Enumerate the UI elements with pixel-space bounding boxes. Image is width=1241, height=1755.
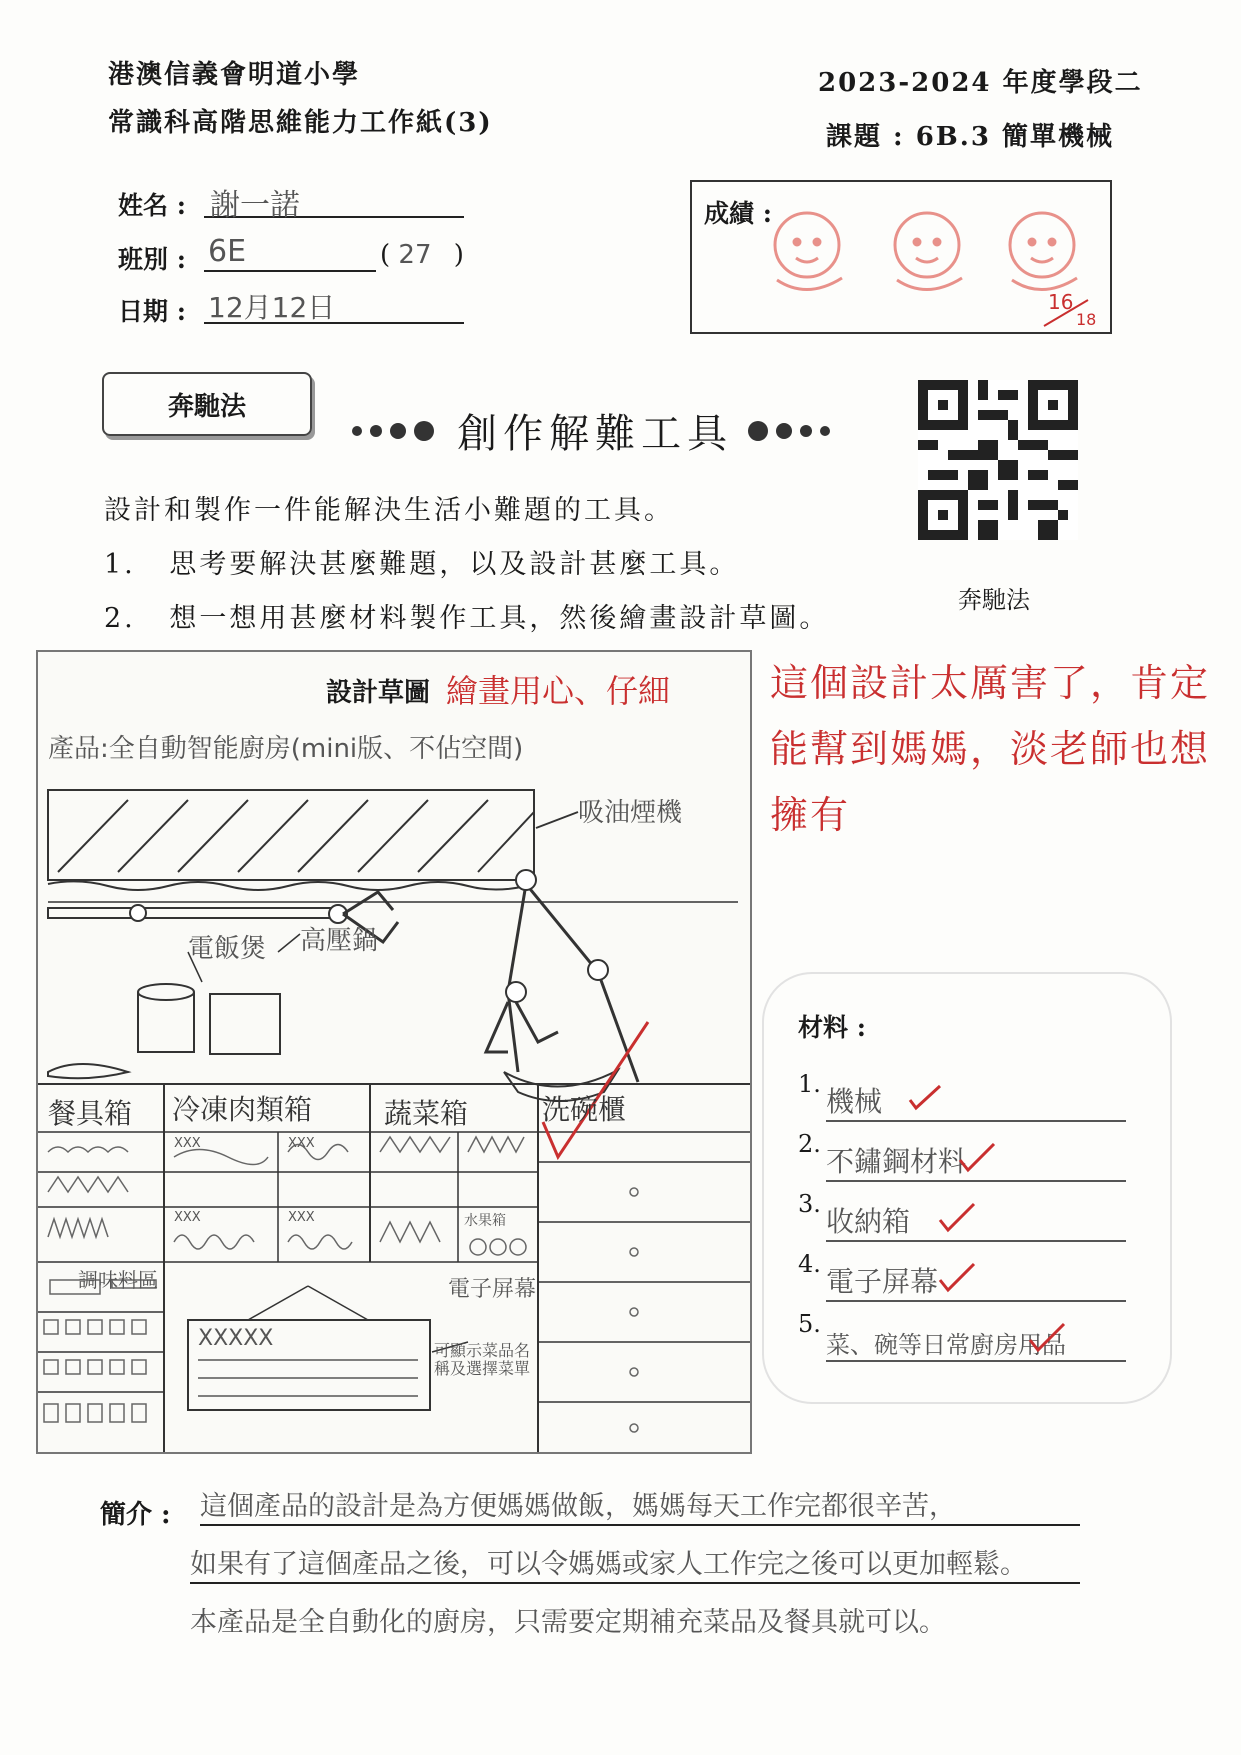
number-value: 27 [398, 240, 432, 270]
number-open: ( [380, 240, 391, 270]
rice-cooker-label: 電飯煲 [188, 934, 267, 964]
worksheet-title: 常識科高階思維能力工作紙(3) [108, 108, 493, 138]
instruction-item-2 [104, 596, 829, 635]
grade-box [690, 180, 1112, 334]
material-text: 菜、碗等日常廚房用品 [826, 1325, 1126, 1362]
name-field[interactable] [204, 180, 464, 223]
screen-note: 可顯示菜品名稱及選擇菜單 [434, 1341, 531, 1378]
intro-line-3: 本產品是全自動化的廚房，只需要定期補充菜品及餐具就可以。 [190, 1607, 946, 1638]
instruction-2-number: 2. [104, 603, 136, 634]
stamp-icon [1010, 213, 1077, 290]
instruction-intro: 設計和製作一件能解決生活小難題的工具。 [104, 495, 674, 526]
frozen-xxx-3: XXX [174, 1210, 201, 1225]
material-text: 收納箱 [826, 1200, 1126, 1242]
sketch-drawing [38, 652, 750, 1452]
number-close: ) [453, 240, 464, 270]
product-name: 產品:全自動智能廚房(mini版、不佔空間) [48, 734, 524, 764]
material-text: 不鏽鋼材料 [826, 1140, 1126, 1182]
materials-checks [764, 974, 1170, 1402]
intro-line-2: 如果有了這個產品之後，可以令媽媽或家人工作完之後可以更加輕鬆。 [190, 1542, 1080, 1584]
name-value: 謝一諾 [210, 188, 300, 223]
instruction-item-1 [104, 542, 739, 581]
intro-label: 簡介 : [100, 1500, 171, 1530]
seasoning-label: 調味料區 [78, 1268, 158, 1292]
section-title: 創作解難工具 [457, 411, 734, 457]
grade-score: 16 [1048, 290, 1074, 314]
topic: 課題 : 6B.3 簡單機械 [826, 122, 1114, 152]
fruit-box-label: 水果箱 [464, 1213, 506, 1229]
class-field[interactable] [204, 234, 376, 272]
design-sketch [36, 650, 752, 1454]
screen-text: XXXXX [198, 1326, 274, 1351]
material-text: 電子屏幕 [826, 1260, 1126, 1302]
grade-total: 18 [1076, 310, 1097, 329]
stamp-icon [775, 213, 842, 290]
frozen-xxx-4: XXX [288, 1210, 315, 1225]
material-number: 3. [798, 1190, 821, 1218]
method-tag-label: 奔馳法 [167, 392, 246, 422]
instruction-2-text: 想一想用甚麼材料製作工具，然後繪畫設計草圖。 [169, 603, 830, 634]
tableware-box-label: 餐具箱 [48, 1097, 133, 1130]
stamp-icon [895, 213, 962, 290]
frozen-box-label: 冷凍肉類箱 [172, 1093, 313, 1126]
frozen-xxx-2: XXX [288, 1136, 315, 1151]
class-label: 班別 : [118, 245, 186, 274]
term: 2023-2024 年度學段二 [818, 68, 1143, 98]
teacher-comment: 這個設計太厲害了，肯定能幫到媽媽，淡老師也想擁有 [770, 661, 1211, 837]
class-number [380, 240, 464, 270]
school-name: 港澳信義會明道小學 [108, 60, 361, 90]
instruction-1-number: 1. [104, 549, 136, 580]
material-number: 1. [798, 1070, 821, 1098]
material-text: 機械 [826, 1080, 1126, 1122]
pressure-cooker-label: 高壓鍋 [300, 926, 379, 956]
dish-cabinet-label: 洗碗櫃 [542, 1093, 627, 1126]
method-tag [102, 372, 312, 436]
date-field[interactable] [204, 286, 464, 324]
frozen-xxx-1: XXX [174, 1136, 201, 1151]
material-number: 2. [798, 1130, 821, 1158]
grade-label: 成績 : [704, 199, 772, 228]
name-label: 姓名 : [118, 191, 186, 220]
teacher-sketch-note: 繪畫用心、仔細 [446, 672, 671, 710]
qr-code-icon[interactable] [918, 380, 1078, 540]
screen-label: 電子屏幕 [448, 1277, 537, 1302]
qr-caption: 奔馳法 [958, 586, 1030, 614]
section-title-row [352, 402, 838, 459]
materials-title: 材料 : [798, 1013, 866, 1042]
veg-box-label: 蔬菜箱 [384, 1097, 469, 1130]
class-value: 6E [208, 234, 247, 269]
instruction-1-text: 思考要解決甚麼難題，以及設計甚麼工具。 [169, 549, 740, 580]
hood-label: 吸油煙機 [578, 798, 683, 828]
material-number: 5. [798, 1310, 821, 1338]
material-number: 4. [798, 1250, 821, 1278]
date-label: 日期 : [118, 297, 186, 326]
materials-box [762, 972, 1172, 1404]
date-value: 12月12日 [208, 291, 336, 324]
sketch-title: 設計草圖 [326, 678, 431, 708]
intro-line-1: 這個產品的設計是為方便媽媽做飯，媽媽每天工作完都很辛苦， [200, 1484, 1080, 1526]
